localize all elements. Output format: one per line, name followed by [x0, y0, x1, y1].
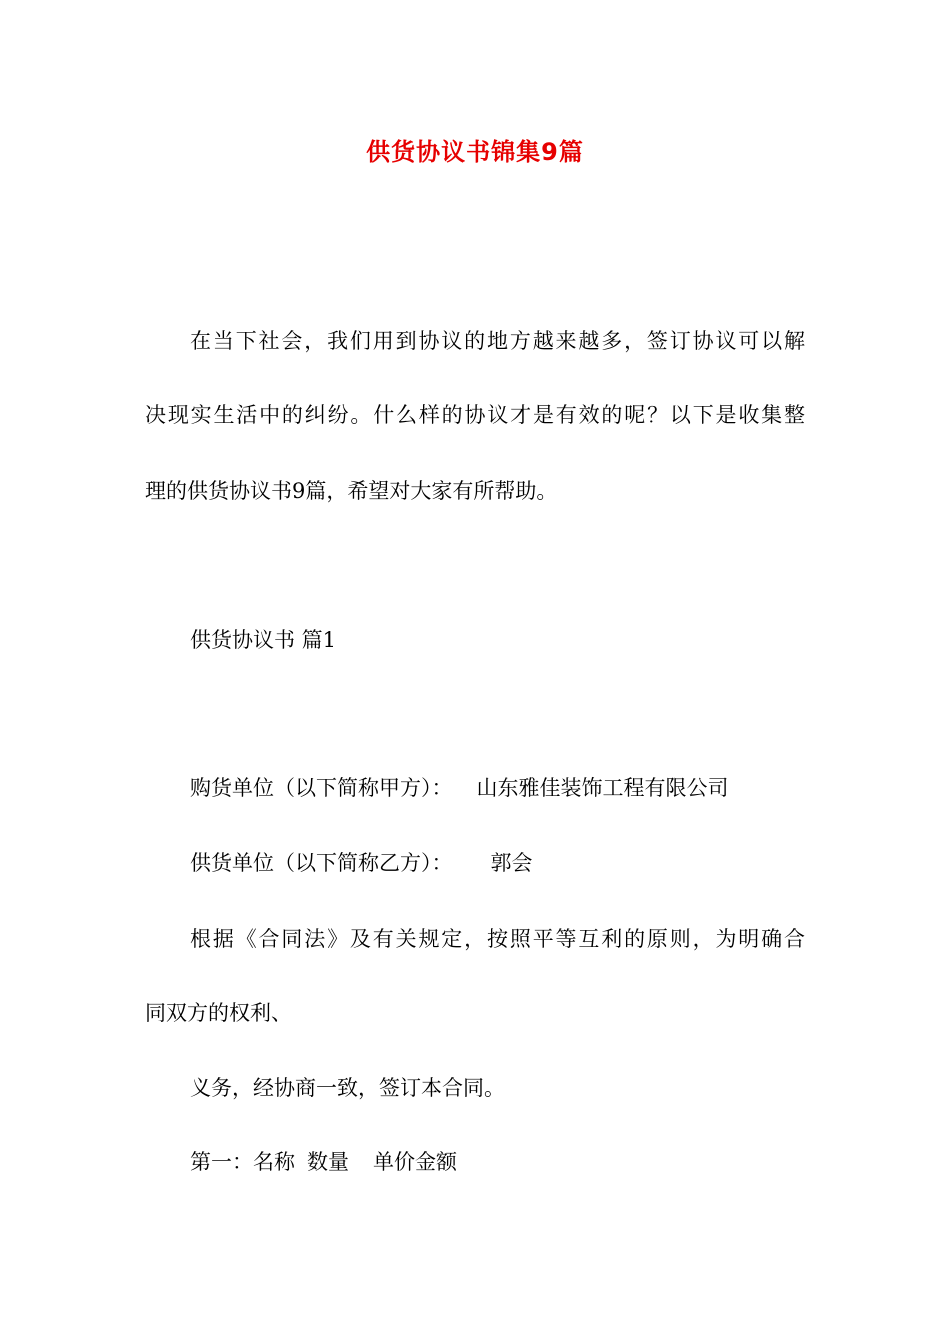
item-first-line — [190, 1148, 457, 1176]
section-heading: 供货协议书 篇1 — [190, 628, 337, 652]
buyer-value: 山东雅佳装饰工程有限公司 — [476, 776, 729, 800]
basis-line-1: 根据《合同法》及有关规定，按照平等互利的原则，为明确合 — [190, 927, 805, 951]
item-first-col2: 单价金额 — [373, 1150, 457, 1174]
intro-line-3: 理的供货协议书9篇，希望对大家有所帮助。 — [145, 479, 558, 503]
buyer-label: 购货单位（以下简称甲方）： — [190, 776, 453, 800]
basis-line-2: 同双方的权利、 — [145, 1001, 292, 1025]
item-first-label: 第一：名称 — [190, 1150, 295, 1174]
document-title: 供货协议书锦集9篇 — [366, 138, 584, 166]
supplier-line — [190, 849, 533, 877]
buyer-line — [190, 774, 729, 802]
supplier-label: 供货单位（以下简称乙方）： — [190, 851, 453, 875]
basis-line-3: 义务，经协商一致，签订本合同。 — [190, 1076, 505, 1100]
item-first-col1: 数量 — [307, 1150, 349, 1174]
supplier-value: 郭会 — [490, 851, 533, 875]
intro-line-1: 在当下社会，我们用到协议的地方越来越多，签订协议可以解 — [190, 329, 805, 353]
intro-line-2: 决现实生活中的纠纷。什么样的协议才是有效的呢？以下是收集整 — [145, 403, 805, 427]
